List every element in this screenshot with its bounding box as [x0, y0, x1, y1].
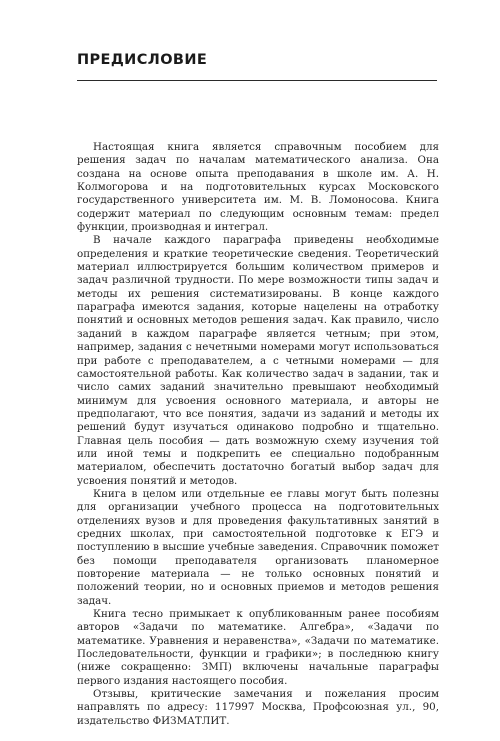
paragraph-1: Настоящая книга является справочным пособием для решения задач по началам математического анализа. Она создана на основе опыта преподавания в школе им. А. Н. Колмогорова и на подготовительных курсах Московского государственного университета им. М. В. Ломоносова. Книга содержит материал по следующим основным темам: предел функции, производная и интеграл. — [77, 141, 439, 234]
paragraph-4: Книга тесно примыкает к опубликованным ранее пособиям авторов «Задачи по математике. Алгебра», «Задачи по математике. Уравнения и неравенства», «Задачи по математике. Последовательности, функции и графики»; в последнюю книгу (ниже сокращенно: ЗМП) включены начальные параграфы первого издания настоящего пособия. — [77, 608, 439, 687]
page-heading: ПРЕДИСЛОВИЕ — [77, 52, 208, 68]
paragraph-2: В начале каждого параграфа приведены необходимые определения и краткие теоретические сведения. Теоретический материал иллюстрируется большим количеством примеров и задач различной трудности. По мере возможности типы задач и методы их решения систематизированы. В конце каждого параграфа имеются задания, которые нацелены на отработку понятий и основных методов решения задач. Как правило, число заданий в каждом параграфе является четным; при этом, например, задания с нечетными номерами могут использоваться при работе с преподавателем, а с четными номерами — для самостоятельной работы. Как количество задач в задании, так и число самих заданий значительно превышают необходимый минимум для усвоения основного материала, и авторы не предполагают, что все понятия, задачи из заданий и методы их решений будут изучаться одинаково подробно и тщательно. Главная цель пособия — дать возможную схему изучения той или иной темы и подкрепить ее специально подобранным материалом, обеспечить достаточно богатый выбор задач для усвоения понятий и методов. — [77, 234, 439, 487]
heading-divider — [77, 80, 437, 81]
preface-body — [77, 141, 439, 728]
paragraph-3: Книга в целом или отдельные ее главы могут быть полезны для организации учебного процесса на подготовительных отделениях вузов и для проведения факультативных занятий в средних школах, при самостоятельной подготовке к ЕГЭ и поступлению в высшие учебные заведения. Справочник поможет без помощи преподавателя организовать планомерное повторение материала — не только основных понятий и положений теории, но и основных приемов и методов решения задач. — [77, 487, 439, 607]
paragraph-5: Отзывы, критические замечания и пожелания просим направлять по адресу: 117997 Москва, Профсоюзная ул., 90, издательство ФИЗМАТЛИТ. — [77, 688, 439, 727]
